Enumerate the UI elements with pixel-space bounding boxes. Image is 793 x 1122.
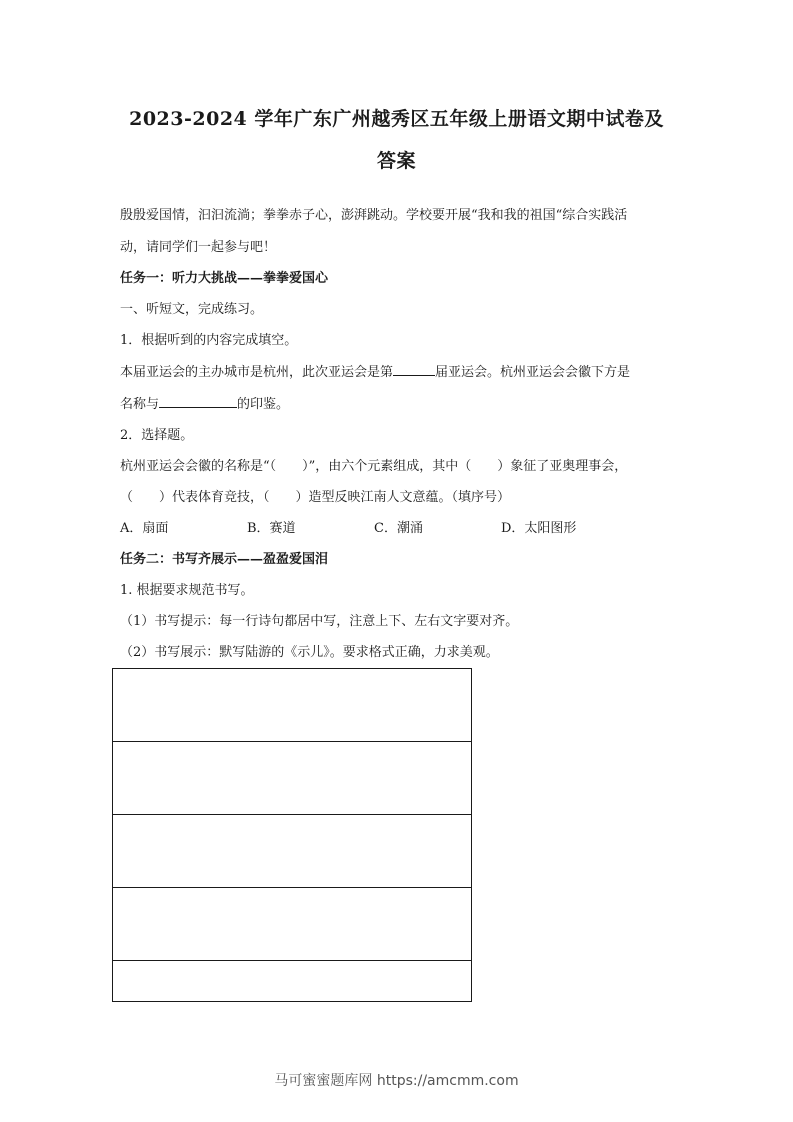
task2-hint-1: （1）书写提示：每一行诗句都居中写，注意上下、左右文字要对齐。 [120, 614, 519, 629]
task2-question-1: 1. 根据要求规范书写。 [120, 583, 254, 598]
writing-row-5[interactable] [113, 961, 471, 1001]
fill-in-text-b: 届亚运会。杭州亚运会会徽下方是 [435, 365, 631, 380]
writing-row-1[interactable] [113, 669, 471, 742]
fill-in-text-d: 的印鉴。 [237, 397, 290, 412]
choice-line-1: 杭州亚运会会徽的名称是“（ ）”，由六个元素组成，其中（ ）象征了亚奥理事会， [120, 459, 628, 474]
option-b: B．赛道 [247, 521, 296, 536]
option-a: A．扇面 [120, 521, 169, 536]
task1-section: 一、听短文，完成练习。 [120, 302, 264, 317]
fill-in-line-2 [120, 389, 680, 420]
page-title-continued: 答案 [376, 150, 416, 172]
footer-watermark: 马可蜜蜜题库网 https://amcmm.com [274, 1073, 519, 1089]
choice-line-2: （ ）代表体育竞技，（ ）造型反映江南人文意蕴。（填序号） [120, 490, 511, 505]
page-title: 2023-2024 学年广东广州越秀区五年级上册语文期中试卷及 [129, 108, 664, 130]
fill-in-text-a: 本届亚运会的主办城市是杭州，此次亚运会是第 [120, 365, 394, 380]
writing-row-2[interactable] [113, 742, 471, 815]
task1-question-2: 2．选择题。 [120, 428, 194, 443]
task2-heading: 任务二：书写齐展示——盈盈爱国泪 [120, 552, 329, 567]
writing-grid [112, 668, 472, 1002]
options-row [120, 513, 680, 544]
intro-line-1: 殷殷爱国情，汩汩流淌；拳拳赤子心，澎湃跳动。学校要开展“我和我的祖国“综合实践活 [120, 208, 628, 223]
task2-hint-2: （2）书写展示：默写陆游的《示儿》。要求格式正确，力求美观。 [120, 645, 499, 660]
intro-line-2: 动，请同学们一起参与吧！ [120, 240, 277, 255]
task1-question-1: 1．根据听到的内容完成填空。 [120, 333, 298, 348]
option-c: C．潮涌 [374, 521, 423, 536]
task1-heading: 任务一：听力大挑战——拳拳爱国心 [120, 271, 329, 286]
fill-in-text-c: 名称与 [120, 397, 160, 412]
option-d: D．太阳图形 [501, 521, 577, 536]
answer-blank-1[interactable] [393, 362, 435, 376]
answer-blank-2[interactable] [159, 394, 237, 408]
fill-in-line-1 [120, 357, 680, 388]
writing-row-4[interactable] [113, 888, 471, 961]
writing-row-3[interactable] [113, 815, 471, 888]
